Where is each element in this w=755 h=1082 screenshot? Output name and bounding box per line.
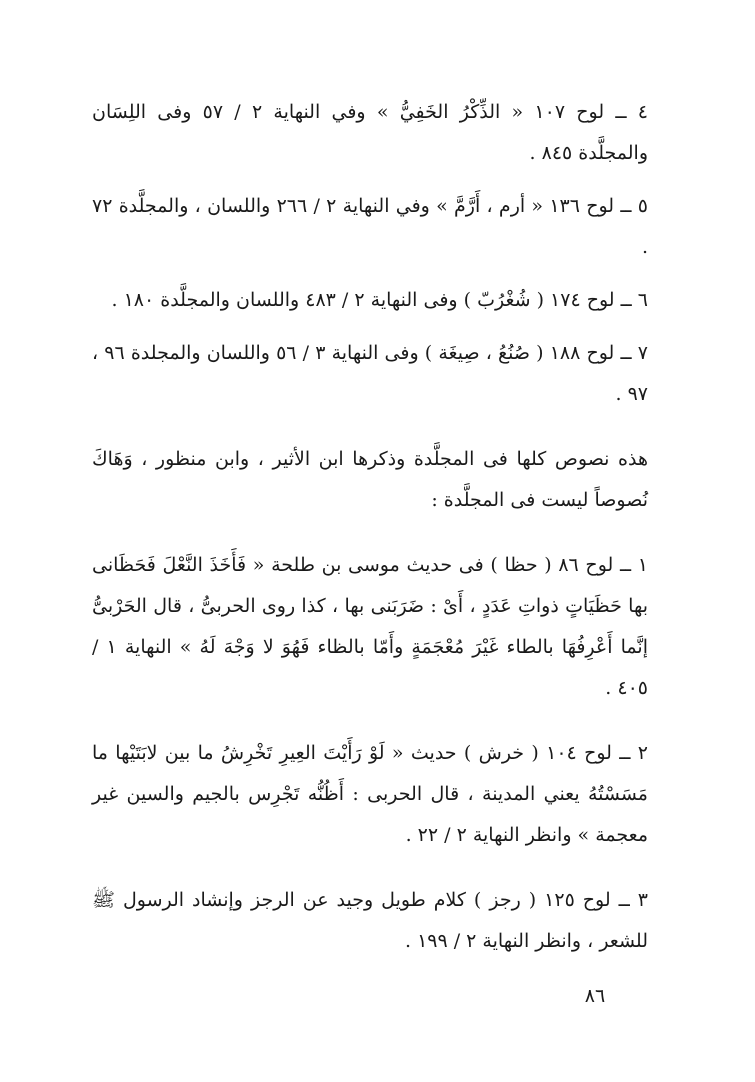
paragraph-entry-4: ٤ ــ لوح ١٠٧ « الذِّكْرُ الخَفِيُّ » وفي النهاية ٢ / ٥٧ وفى اللِسَان والمجلَّدة ٨٤٥ . xyxy=(92,101,649,164)
page-number: ٨٦ xyxy=(584,985,606,1007)
paragraph-entry-1: ١ ــ لوح ٨٦ ( حظا ) فى حديث موسى بن طلحة « فَأَخَذَ النَّعْلَ فَحَظَانى بها حَظَيَاتٍ ذواتِ عَدَدٍ ، أَىْ : ضَرَبَنى بها ، كذا روى الحربىُّ ، قال الحَرْبىُّ إنَّما أَعْرِفُهَا بالطاء غَيْرَ مُعْجَمَةٍ وأَمّا بالظاء فَهُوَ لا وَجْهَ لَهُ » النهاية ١ / ٤٠٥ . xyxy=(92,554,648,699)
paragraph-entry-6: ٦ ــ لوح ١٧٤ ( شُغْرُبّ ) وفى النهاية ٢ / ٤٨٣ واللسان والمجلَّدة ١٨٠ . xyxy=(111,289,648,311)
paragraph-entry-2: ٢ ــ لوح ١٠٤ ( خرش ) حديث « لَوْ رَأَيْتَ العِيرِ تَخْرِشُ ما بين لابَتَيْها ما مَسَسْتُهُ يعني المدينة ، قال الحربى : أَظُنُّه تَجْرِس بالجيم والسين غير معجمة » وانظر النهاية ٢ / ٢٢ . xyxy=(92,742,648,846)
paragraph-entry-7: ٧ ــ لوح ١٨٨ ( صُنُعُ ، صِيغَة ) وفى النهاية ٣ / ٥٦ واللسان والمجلدة ٩٦ ، ٩٧ . xyxy=(92,342,648,405)
paragraph-entry-3: ٣ ــ لوح ١٢٥ ( رجز ) كلام طويل وجيد عن الرجز وإنشاد الرسول ﷺ للشعر ، وانظر النهاية ٢ / ١٩٩ . xyxy=(92,889,648,952)
paragraph-entry-5: ٥ ــ لوح ١٣٦ « أرم ، أَرَّمَّ » وفي النهاية ٢ / ٢٦٦ واللسان ، والمجلَّدة ٧٢ . xyxy=(92,195,648,258)
page-body xyxy=(92,92,648,974)
paragraph-intro: هذه نصوص كلها فى المجلَّدة وذكرها ابن الأثير ، وابن منظور ، وَهَاكَ نُصوصاً ليست فى المجلَّدة : xyxy=(92,448,648,511)
